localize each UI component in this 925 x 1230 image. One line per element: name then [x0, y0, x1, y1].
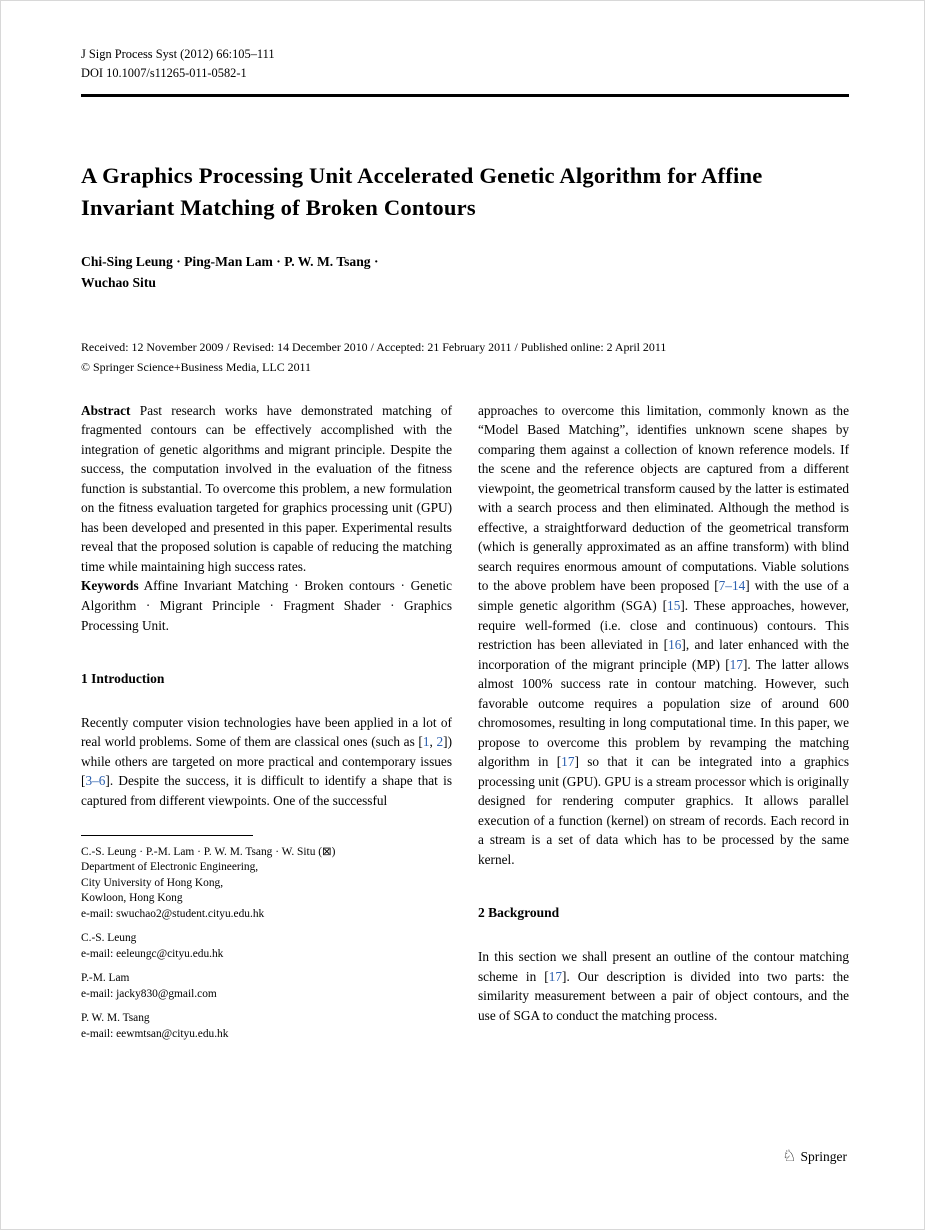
citation-link[interactable]: 7–14 [718, 578, 746, 594]
keywords-text: Affine Invariant Matching · Broken contours · Genetic Algorithm · Migrant Principle · Fragment Shader · Graphics Processing Unit. [81, 578, 452, 633]
background-paragraph [478, 947, 849, 1025]
paper-title: A Graphics Processing Unit Accelerated Genetic Algorithm for Affine Invariant Matching of Broken Contours [81, 163, 763, 221]
citation-link[interactable]: 16 [668, 637, 682, 653]
paragraph-text: ]. These approaches, however, require well-formed (i.e. close and continuous) contours. This restriction has been alleviated in [ [478, 597, 850, 653]
paragraph-text: approaches to overcome this limitation, commonly known as the “Model Based Matching”, identifies unknown scene shapes by comparing them against a collection of known reference models. If the scene and the reference objects are captured from a different viewpoint, the geometrical transform caused by the latter is estimated with a search process and then eliminated. Although the method is effective, a straightforward deduction of the geometrical transform (which is generally approximated as an affine transform) with blind search requires enormous amount of computations. Viable solutions to the above problem have been proposed [ [478, 402, 849, 594]
right-column [478, 401, 849, 1051]
keywords-label: Keywords [81, 578, 139, 594]
keywords-paragraph [81, 576, 452, 635]
citation-link[interactable]: 17 [561, 754, 575, 770]
author-line-1: Chi-Sing Leung · Ping-Man Lam · P. W. M. Tsang · [81, 254, 379, 270]
footnote-block-leung: C.-S. Leung e-mail: eeleungc@cityu.edu.hk [81, 932, 224, 960]
paragraph-text: , [429, 734, 437, 750]
paragraph-text: ], and later enhanced with the incorporation of the migrant principle (MP) [ [478, 637, 850, 672]
paragraph-text: ]. Despite the success, it is difficult to identify a shape that is captured from different viewpoints. One of the successful [81, 773, 452, 808]
section-1-heading: 1 Introduction [81, 671, 165, 687]
citation-link[interactable]: 17 [729, 656, 743, 672]
paragraph-text: In this section we shall present an outline of the contour matching scheme in [ [478, 949, 849, 984]
paragraph-text: ]. Our description is divided into two parts: the similarity measurement between a pair of object contours, and the use of SGA to conduct the matching process. [478, 968, 849, 1023]
citation-link[interactable]: 15 [667, 597, 681, 613]
footnote-block-tsang: P. W. M. Tsang e-mail: eewmtsan@cityu.edu.hk [81, 1012, 229, 1040]
abstract-text: Past research works have demonstrated matching of fragmented contours can be effectively accomplished with the integration of genetic algorithms and migrant principle. Despite the success, the computation involved in the evaluation of the fitness function is substantial. To overcome this problem, a new formulation on the fitness evaluation targeted for graphics processing unit (GPU) has been developed and presented in this paper. Experimental results reveal that the proposed solution is capable of reducing the matching time while maintaining high success rates. [81, 402, 452, 574]
citation-link[interactable]: 2 [436, 734, 444, 750]
abstract-paragraph [81, 401, 452, 577]
paragraph-text: ] with the use of a simple genetic algorithm (SGA) [ [478, 578, 849, 613]
correspondence-footnote [81, 835, 452, 1043]
article-history: Received: 12 November 2009 / Revised: 14 December 2010 / Accepted: 21 February 2011 / Published online: 2 April 2011 [81, 340, 667, 355]
two-column-body [81, 401, 849, 1051]
springer-logo [782, 1149, 847, 1165]
left-column [81, 401, 452, 1051]
abstract-label: Abstract [81, 402, 131, 418]
springer-logo-label: Springer [800, 1149, 847, 1164]
doi-line: DOI 10.1007/s11265-011-0582-1 [81, 65, 247, 80]
citation-link[interactable]: 3–6 [85, 773, 106, 789]
paragraph-text: ]. The latter allows almost 100% success rate in contour matching. However, such favorable outcome requires a population size of around 600 chromosomes, resulting in long computational time. In this paper, we propose to overcome this problem by revamping the matching algorithm in [ [478, 656, 849, 770]
author-line-2: Wuchao Situ [81, 274, 156, 290]
paragraph-text: ] so that it can be integrated into a graphics processing unit (GPU). GPU is a stream processor which is originally designed for rendering computer graphics. It allows parallel execution of a function (kernel) on stream of records. Each record in a stream is a set of data which has to be processed by the same kernel. [478, 754, 849, 867]
section-2-heading: 2 Background [478, 905, 560, 921]
copyright-line: © Springer Science+Business Media, LLC 2011 [81, 360, 311, 375]
footnote-block-correspondence: C.-S. Leung · P.-M. Lam · P. W. M. Tsang · W. Situ (⊠) Department of Electronic Engineering, City University of Hong Kong, Kowloon, Hong Kong e-mail: swuchao2@student.cityu.edu.hk [81, 845, 336, 920]
page-content [81, 45, 849, 1051]
journal-citation: J Sign Process Syst (2012) 66:105–111 [81, 47, 275, 61]
header-rule [81, 94, 849, 97]
citation-link[interactable]: 1 [422, 734, 430, 750]
paragraph-text: ]) while others are targeted on more practical and contemporary issues [ [81, 734, 452, 789]
introduction-paragraph [81, 713, 452, 811]
citation-link[interactable]: 17 [548, 968, 563, 984]
journal-header [81, 45, 849, 82]
author-list [81, 252, 849, 293]
paragraph-text: Recently computer vision technologies have been applied in a lot of real world problems. Some of them are classical ones (such as [ [81, 714, 452, 750]
continued-paragraph [478, 401, 849, 870]
footnote-block-lam: P.-M. Lam e-mail: jacky830@gmail.com [81, 972, 217, 1000]
footnote-rule [81, 835, 253, 836]
springer-horse-icon: ♘ [782, 1148, 797, 1165]
